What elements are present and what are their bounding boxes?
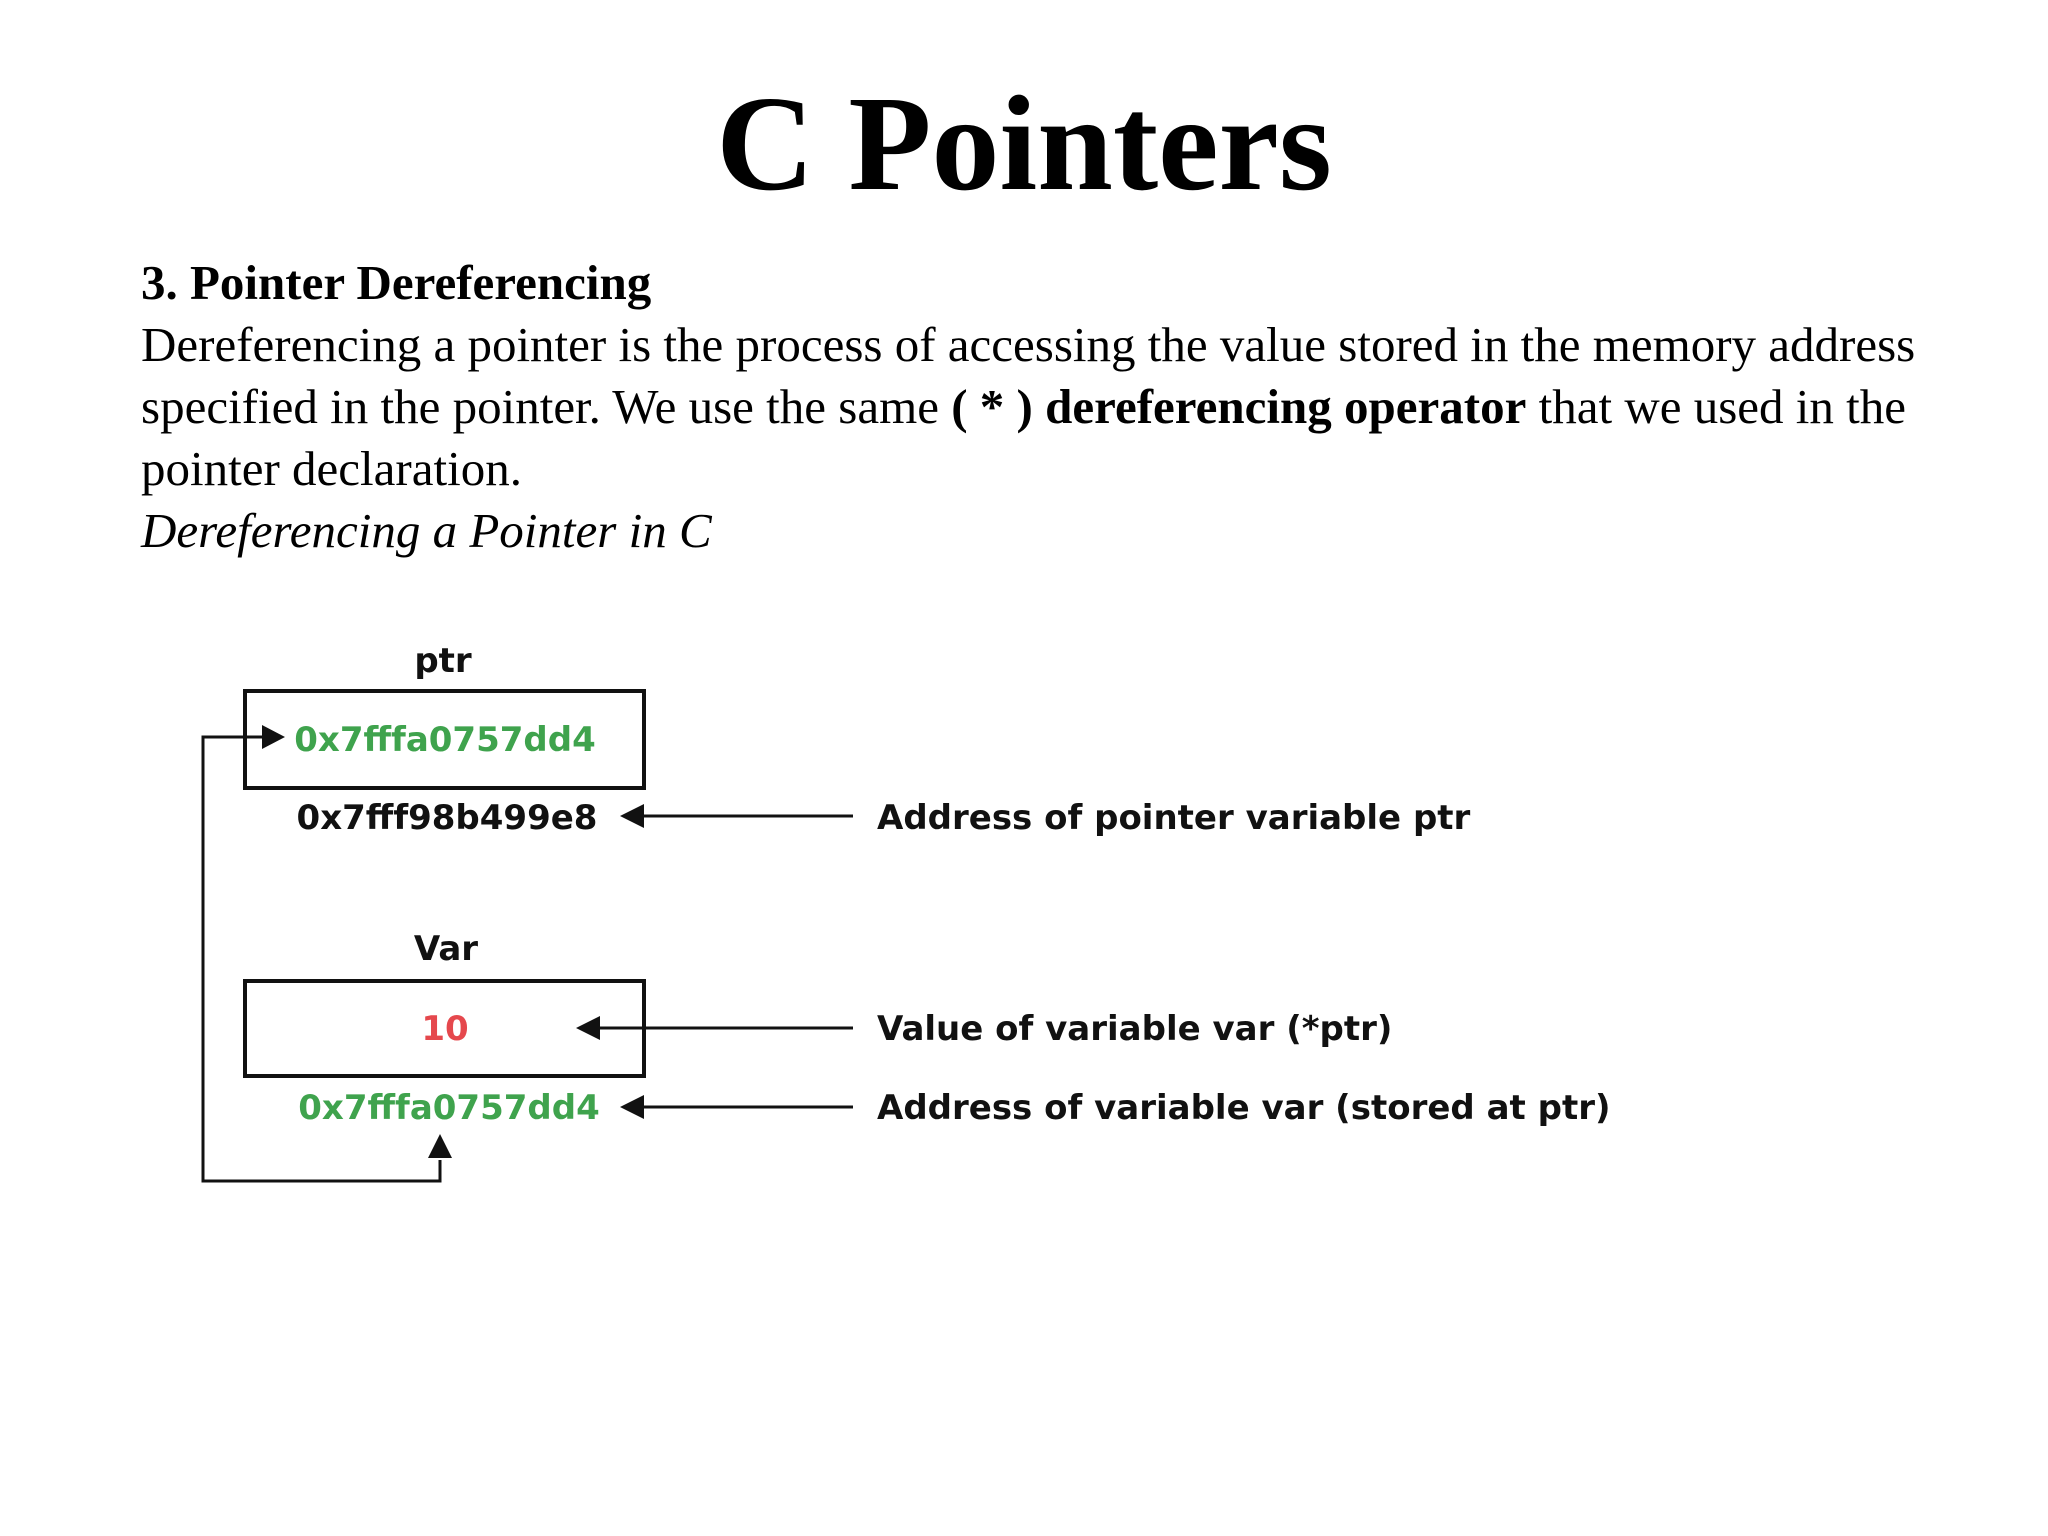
paragraph-text-start: Dereferencing a pointer is the process of accessing the value stored in the memory address specified in the pointer. We use the same bbox=[141, 317, 1916, 434]
ptr-value-text: 0x7fffa0757dd4 bbox=[294, 720, 596, 760]
pointer-connector-arrowhead-right bbox=[262, 725, 285, 749]
dereferencing-operator-term: ( * ) dereferencing operator bbox=[951, 379, 1527, 434]
var-name-label: Var bbox=[413, 929, 479, 969]
slide-title: C Pointers bbox=[716, 69, 1332, 219]
ptr-address-note: Address of pointer variable ptr bbox=[877, 798, 1471, 838]
var-value-note: Value of variable var (*ptr) bbox=[877, 1009, 1393, 1049]
ptr-address-arrowhead bbox=[620, 804, 644, 828]
section-heading: 3. Pointer Dereferencing bbox=[141, 255, 652, 310]
pointer-connector-arrowhead-up bbox=[428, 1134, 452, 1158]
var-address-text: 0x7fffa0757dd4 bbox=[298, 1088, 600, 1128]
var-value-arrowhead bbox=[576, 1016, 600, 1040]
figure-caption: Dereferencing a Pointer in C bbox=[141, 503, 712, 558]
var-value-text: 10 bbox=[421, 1009, 469, 1049]
var-address-note: Address of variable var (stored at ptr) bbox=[877, 1088, 1611, 1128]
var-address-arrowhead bbox=[620, 1095, 644, 1119]
paragraph-text-end: that we used in the pointer declaration. bbox=[141, 379, 1906, 496]
ptr-name-label: ptr bbox=[414, 641, 472, 681]
ptr-address-text: 0x7fff98b499e8 bbox=[296, 798, 598, 838]
